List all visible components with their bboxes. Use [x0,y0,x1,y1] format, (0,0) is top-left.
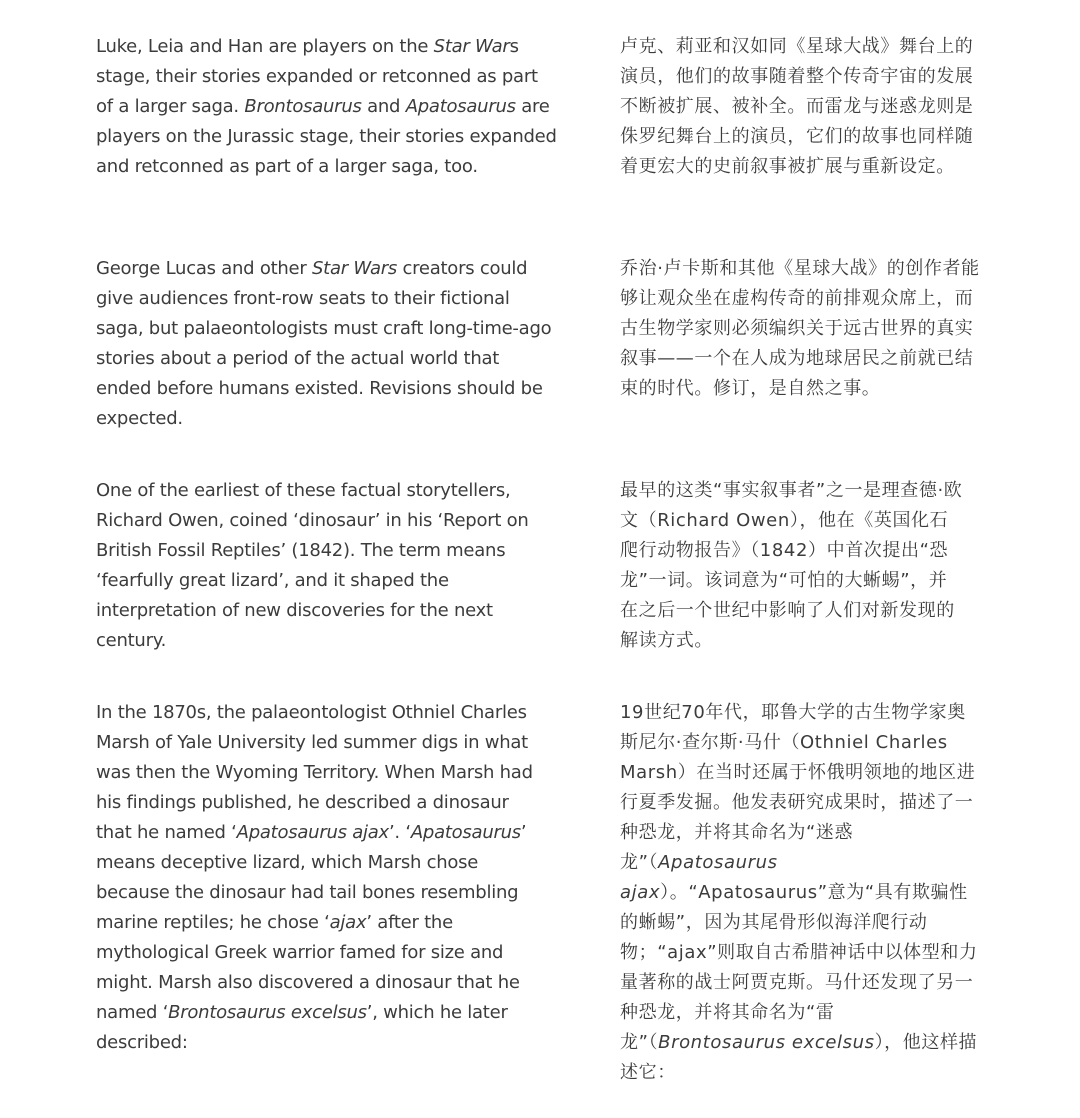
english-paragraph-2: George Lucas and other Star Wars creators could give audiences front-row seats to their fictional saga, but palaeontologists must craft long-time-ago stories about a period of the actual world that ended before humans existed. Revisions should be expected. [96,258,552,429]
chinese-paragraph-1: 卢克、莉亚和汉如同《星球大战》舞台上的演员，他们的故事随着整个传奇宇宙的发展不断被扩展、被补全。而雷龙与迷惑龙则是侏罗纪舞台上的演员，它们的故事也同样随着更宏大的史前叙事被扩展与重新设定。 [620,36,974,177]
english-paragraph-3: One of the earliest of these factual storytellers, Richard Owen, coined ‘dinosaur’ in his ‘Report on British Fossil Reptiles’ (1842). The term means ‘fearfully great lizard’, and it shaped the interpretation of new discoveries for the next century. [96,480,529,651]
english-paragraph-1: Luke, Leia and Han are players on the Star Wars stage, their stories expanded or retconned as part of a larger saga. Brontosaurus and Apatosaurus are players on the Jurassic stage, their stories expanded and retconned as part of a larger saga, too. [96,36,557,177]
chinese-paragraph-3: 最早的这类“事实叙事者”之一是理查德·欧文（Richard Owen），他在《英国化石爬行动物报告》（1842）中首次提出“恐龙”一词。该词意为“可怕的大蜥蜴”，并在之后一个世纪中影响了人们对新发现的解读方式。 [620,480,963,651]
chinese-paragraph-2: 乔治·卢卡斯和其他《星球大战》的创作者能够让观众坐在虚构传奇的前排观众席上，而古生物学家则必须编织关于远古世界的真实叙事——一个在人成为地球居民之前就已结束的时代。修订，是自然之事。 [620,258,980,399]
english-paragraph-4: In the 1870s, the palaeontologist Othniel Charles Marsh of Yale University led summer digs in what was then the Wyoming Territory. When Marsh had his findings published, he described a dinosaur that he named ‘Apatosaurus ajax’. ‘Apatosaurus’ means deceptive lizard, which Marsh chose because the dinosaur had tail bones resembling marine reptiles; he chose ‘ajax’ after the mythological Greek warrior famed for size and might. Marsh also discovered a dinosaur that he named ‘Brontosaurus excelsus’, which he later described: [96,702,533,1053]
chinese-paragraph-4: 19世纪70年代，耶鲁大学的古生物学家奥斯尼尔·查尔斯·马什（Othniel Charles Marsh）在当时还属于怀俄明领地的地区进行夏季发掘。他发表研究成果时，描述了一种恐龙，并将其命名为“迷惑龙”（Apatosaurus ajax）。“Apatosaurus”意为“具有欺骗性的蜥蜴”，因为其尾骨形似海洋爬行动物；“ajax”则取自古希腊神话中以体型和力量著称的战士阿贾克斯。马什还发现了另一种恐龙，并将其命名为“雷龙”（Brontosaurus excelsus），他这样描述它： [620,702,978,1083]
